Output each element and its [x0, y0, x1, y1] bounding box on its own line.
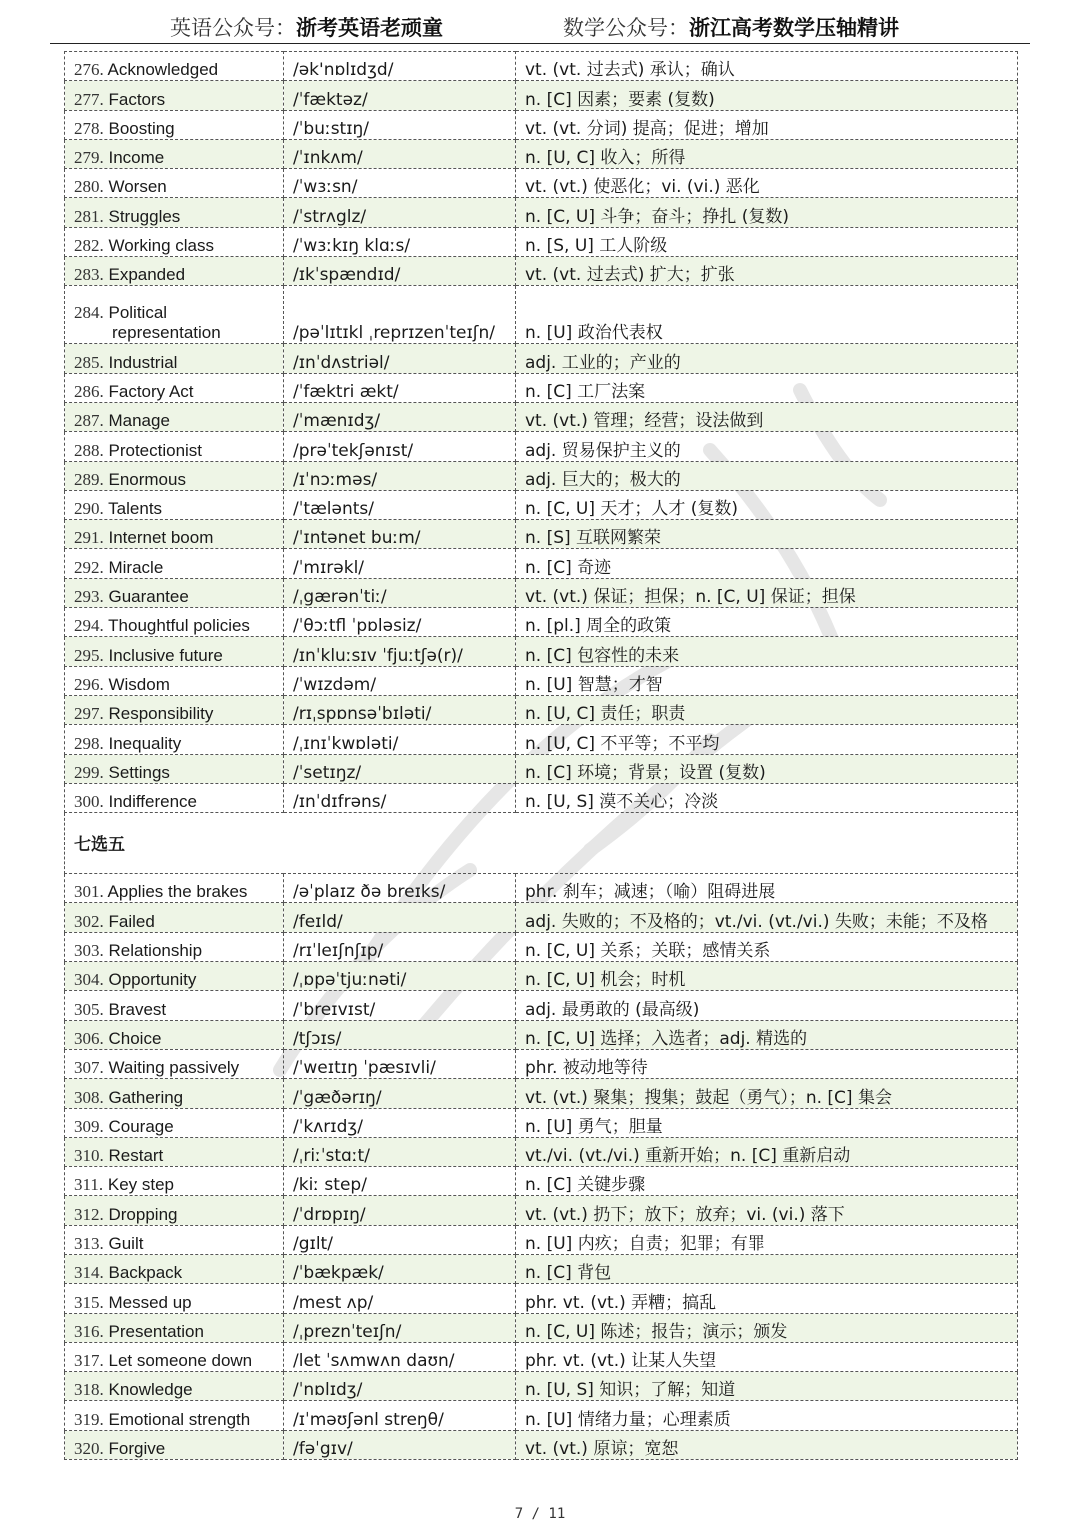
meaning-cell: n. [U] 政治代表权 — [516, 286, 1018, 344]
meaning-cell: vt. (vt.) 扔下；放下；放弃；vi. (vi.) 落下 — [516, 1196, 1018, 1225]
table-row — [65, 666, 1018, 695]
word-cell — [65, 432, 284, 461]
entry-word: Let someone down — [108, 1351, 253, 1371]
entry-word: Talents — [108, 499, 163, 519]
table-row — [65, 1049, 1018, 1078]
word-cell — [65, 1401, 284, 1430]
entry-number: 308. — [74, 1087, 104, 1107]
entry-word: Acknowledged — [107, 60, 219, 80]
table-row — [65, 52, 1018, 81]
phonetic-cell: /ˈbuːstɪŋ/ — [284, 110, 516, 139]
phonetic-cell: /ˈfæktəz/ — [284, 81, 516, 110]
table-row — [65, 1254, 1018, 1283]
meaning-cell: vt./vi. (vt./vi.) 重新开始；n. [C] 重新启动 — [516, 1137, 1018, 1166]
phonetic-cell: /ˈnɒlɪdʒ/ — [284, 1372, 516, 1401]
phonetic-cell: /feɪld/ — [284, 903, 516, 932]
entry-number: 303. — [74, 941, 104, 961]
phonetic-cell: /əˈplaɪz ðə breɪks/ — [284, 874, 516, 903]
meaning-cell: n. [C] 工厂法案 — [516, 373, 1018, 402]
table-row — [65, 432, 1018, 461]
word-cell — [65, 1313, 284, 1342]
table-row — [65, 344, 1018, 373]
table-row — [65, 1137, 1018, 1166]
math-account — [563, 12, 899, 42]
vocabulary-table — [64, 51, 1018, 1460]
table-row — [65, 1196, 1018, 1225]
phonetic-cell: /ˌgærənˈtiː/ — [284, 578, 516, 607]
entry-number: 304. — [74, 970, 104, 990]
word-cell — [65, 286, 284, 344]
meaning-cell: n. [U, S] 知识；了解；知道 — [516, 1372, 1018, 1401]
table-row — [65, 725, 1018, 754]
meaning-cell: vt. (vt. 过去式) 扩大；扩张 — [516, 257, 1018, 286]
table-row — [65, 754, 1018, 783]
entry-word: Wisdom — [108, 674, 170, 694]
phonetic-cell: /ˌɪnɪˈkwɒləti/ — [284, 725, 516, 754]
entry-number: 293. — [74, 587, 104, 607]
meaning-cell: phr. 被动地等待 — [516, 1049, 1018, 1078]
entry-word: Opportunity — [108, 970, 197, 990]
meaning-cell: adj. 最勇敢的 (最高级) — [516, 991, 1018, 1020]
entry-number: 307. — [74, 1058, 104, 1078]
entry-word: Political — [108, 303, 168, 323]
table-row — [65, 402, 1018, 431]
entry-word: Guarantee — [108, 587, 189, 607]
phonetic-cell: /ˈkʌrɪdʒ/ — [284, 1108, 516, 1137]
word-cell — [65, 81, 284, 110]
entry-number: 284. — [74, 303, 104, 323]
entry-number: 317. — [74, 1351, 104, 1371]
entry-word: Struggles — [108, 206, 181, 226]
english-account — [170, 12, 443, 42]
phonetic-cell: /mest ʌp/ — [284, 1284, 516, 1313]
meaning-cell: n. [U] 内疚；自责；犯罪；有罪 — [516, 1225, 1018, 1254]
meaning-cell: n. [C, U] 斗争；奋斗；挣扎 (复数) — [516, 198, 1018, 227]
phonetic-cell: /kiː step/ — [284, 1167, 516, 1196]
entry-word: Expanded — [108, 265, 186, 285]
phonetic-cell: /pəˈlɪtɪkl ˌreprɪzenˈteɪʃn/ — [284, 286, 516, 344]
word-cell — [65, 169, 284, 198]
word-cell — [65, 257, 284, 286]
entry-word: Working class — [108, 236, 214, 256]
meaning-cell: n. [C, U] 选择；入选者；adj. 精选的 — [516, 1020, 1018, 1049]
table-row — [65, 490, 1018, 519]
table-row — [65, 461, 1018, 490]
entry-number: 297. — [74, 704, 104, 724]
table-row — [65, 1372, 1018, 1401]
phonetic-cell: /ɪnˈdɪfrəns/ — [284, 783, 516, 812]
phonetic-cell: /ək'nɒlɪdʒd/ — [284, 52, 516, 81]
entry-number: 296. — [74, 674, 104, 694]
phonetic-cell: /ˌɒpəˈtjuːnəti/ — [284, 962, 516, 991]
phonetic-cell: /ɪˈməʊʃənl streŋθ/ — [284, 1401, 516, 1430]
phonetic-cell: /ˈwɜːsn/ — [284, 169, 516, 198]
section-heading-row — [65, 813, 1018, 874]
meaning-cell: n. [U] 勇气；胆量 — [516, 1108, 1018, 1137]
table-row — [65, 1313, 1018, 1342]
entry-number: 278. — [74, 118, 104, 138]
table-row — [65, 695, 1018, 724]
table-row — [65, 1430, 1018, 1459]
entry-number: 313. — [74, 1233, 104, 1253]
entry-number: 311. — [74, 1175, 104, 1195]
meaning-cell: n. [C, U] 天才；人才 (复数) — [516, 490, 1018, 519]
header-rule — [50, 43, 1030, 44]
phonetic-cell: /ˈgæðərɪŋ/ — [284, 1079, 516, 1108]
table-row — [65, 1167, 1018, 1196]
phonetic-cell: /tʃɔɪs/ — [284, 1020, 516, 1049]
table-row — [65, 549, 1018, 578]
table-row — [65, 169, 1018, 198]
meaning-cell: n. [C] 环境；背景；设置 (复数) — [516, 754, 1018, 783]
word-cell — [65, 139, 284, 168]
meaning-cell: n. [S] 互联网繁荣 — [516, 520, 1018, 549]
word-cell — [65, 578, 284, 607]
phonetic-cell: /ˈtælənts/ — [284, 490, 516, 519]
entry-word: Protectionist — [108, 440, 203, 460]
entry-number: 276. — [74, 60, 104, 80]
word-cell — [65, 549, 284, 578]
phonetic-cell: /rɪˈleɪʃnʃɪp/ — [284, 932, 516, 961]
word-cell — [65, 1079, 284, 1108]
word-cell — [65, 402, 284, 431]
phonetic-cell: /ɪˈnɔːməs/ — [284, 461, 516, 490]
word-cell — [65, 1020, 284, 1049]
math-account-label: 数学公众号： — [563, 16, 689, 40]
word-cell — [65, 373, 284, 402]
word-cell — [65, 932, 284, 961]
word-cell — [65, 1372, 284, 1401]
entry-word: Manage — [108, 411, 170, 431]
meaning-cell: n. [C] 因素；要素 (复数) — [516, 81, 1018, 110]
meaning-cell: n. [C] 关键步骤 — [516, 1167, 1018, 1196]
word-cell — [65, 991, 284, 1020]
vocabulary-table-body — [65, 52, 1018, 1460]
entry-word: Choice — [108, 1028, 162, 1048]
entry-word: Messed up — [108, 1292, 192, 1312]
entry-word: Enormous — [108, 469, 186, 489]
meaning-cell: vt. (vt.) 保证；担保；n. [C, U] 保证；担保 — [516, 578, 1018, 607]
word-cell — [65, 962, 284, 991]
entry-word: Income — [108, 148, 165, 168]
table-row — [65, 962, 1018, 991]
entry-word: Inclusive future — [108, 645, 223, 665]
page-header — [50, 0, 1030, 44]
entry-number: 301. — [74, 882, 104, 902]
word-cell — [65, 903, 284, 932]
meaning-cell: n. [U, C] 责任；职责 — [516, 695, 1018, 724]
math-account-name: 浙江高考数学压轴精讲 — [689, 16, 899, 40]
meaning-cell: adj. 巨大的；极大的 — [516, 461, 1018, 490]
entry-number: 287. — [74, 411, 104, 431]
meaning-cell: n. [pl.] 周全的政策 — [516, 608, 1018, 637]
phonetic-cell: /rɪˌspɒnsəˈbɪləti/ — [284, 695, 516, 724]
phonetic-cell: /ˌpreznˈteɪʃn/ — [284, 1313, 516, 1342]
entry-word-continued: representation — [112, 323, 221, 343]
word-cell — [65, 1108, 284, 1137]
entry-word: Presentation — [108, 1321, 204, 1341]
table-row — [65, 1284, 1018, 1313]
entry-word: Gathering — [108, 1087, 184, 1107]
entry-number: 292. — [74, 557, 104, 577]
entry-number: 306. — [74, 1028, 104, 1048]
word-cell — [65, 1342, 284, 1371]
phonetic-cell: /ˈstrʌglz/ — [284, 198, 516, 227]
entry-number: 315. — [74, 1292, 104, 1312]
phonetic-cell: /ɪnˈdʌstriəl/ — [284, 344, 516, 373]
table-row — [65, 637, 1018, 666]
table-row — [65, 81, 1018, 110]
entry-word: Inequality — [108, 733, 182, 753]
word-cell — [65, 608, 284, 637]
table-row — [65, 139, 1018, 168]
phonetic-cell: /ˈɪntənet buːm/ — [284, 520, 516, 549]
entry-word: Forgive — [108, 1439, 166, 1459]
english-account-name: 浙考英语老顽童 — [296, 16, 443, 40]
entry-number: 320. — [74, 1439, 104, 1459]
entry-number: 302. — [74, 911, 104, 931]
section-title: 七选五 — [65, 813, 1018, 874]
entry-number: 282. — [74, 236, 104, 256]
entry-number: 291. — [74, 528, 104, 548]
entry-word: Internet boom — [108, 528, 214, 548]
word-cell — [65, 344, 284, 373]
meaning-cell: n. [C] 包容性的未来 — [516, 637, 1018, 666]
phonetic-cell: /ɪnˈkluːsɪv ˈfjuːtʃə(r)/ — [284, 637, 516, 666]
table-row — [65, 874, 1018, 903]
entry-word: Restart — [108, 1146, 164, 1166]
entry-word: Factors — [108, 89, 166, 109]
table-row — [65, 903, 1018, 932]
meaning-cell: n. [C] 背包 — [516, 1254, 1018, 1283]
meaning-cell: adj. 贸易保护主义的 — [516, 432, 1018, 461]
word-cell — [65, 1167, 284, 1196]
meaning-cell: vt. (vt.) 原谅；宽恕 — [516, 1430, 1018, 1459]
meaning-cell: phr. vt. (vt.) 让某人失望 — [516, 1342, 1018, 1371]
phonetic-cell: /ˈwɜːkɪŋ klɑːs/ — [284, 227, 516, 256]
meaning-cell: phr. vt. (vt.) 弄糟；搞乱 — [516, 1284, 1018, 1313]
entry-number: 300. — [74, 792, 104, 812]
table-row — [65, 1225, 1018, 1254]
entry-word: Guilt — [108, 1233, 144, 1253]
phonetic-cell: /ˈfæktri ækt/ — [284, 373, 516, 402]
entry-word: Failed — [108, 911, 155, 931]
meaning-cell: n. [C, U] 机会；时机 — [516, 962, 1018, 991]
table-row — [65, 520, 1018, 549]
phonetic-cell: /ˈbreɪvɪst/ — [284, 991, 516, 1020]
phonetic-cell: /ˈsetɪŋz/ — [284, 754, 516, 783]
meaning-cell: n. [U] 智慧；才智 — [516, 666, 1018, 695]
phonetic-cell: /ˈweɪtɪŋ ˈpæsɪvli/ — [284, 1049, 516, 1078]
entry-word: Backpack — [108, 1263, 183, 1283]
table-row — [65, 608, 1018, 637]
table-row — [65, 1108, 1018, 1137]
table-row — [65, 1342, 1018, 1371]
word-cell — [65, 874, 284, 903]
meaning-cell: n. [U, C] 收入；所得 — [516, 139, 1018, 168]
word-cell — [65, 754, 284, 783]
entry-number: 294. — [74, 616, 104, 636]
entry-word: Key step — [107, 1175, 175, 1195]
entry-word: Worsen — [108, 177, 167, 197]
phonetic-cell: /ˈdrɒpɪŋ/ — [284, 1196, 516, 1225]
entry-number: 285. — [74, 352, 104, 372]
entry-number: 280. — [74, 177, 104, 197]
entry-number: 279. — [74, 148, 104, 168]
entry-number: 318. — [74, 1380, 104, 1400]
word-cell — [65, 1430, 284, 1459]
entry-number: 288. — [74, 440, 104, 460]
phonetic-cell: /prəˈtekʃənɪst/ — [284, 432, 516, 461]
phonetic-cell: /gɪlt/ — [284, 1225, 516, 1254]
table-row — [65, 227, 1018, 256]
meaning-cell: n. [C, U] 关系；关联；感情关系 — [516, 932, 1018, 961]
table-row — [65, 578, 1018, 607]
table-row — [65, 991, 1018, 1020]
english-account-label: 英语公众号： — [170, 16, 296, 40]
entry-number: 309. — [74, 1116, 104, 1136]
table-row — [65, 286, 1018, 344]
meaning-cell: vt. (vt. 过去式) 承认；确认 — [516, 52, 1018, 81]
word-cell — [65, 490, 284, 519]
meaning-cell: n. [S, U] 工人阶级 — [516, 227, 1018, 256]
entry-word: Emotional strength — [108, 1409, 251, 1429]
word-cell — [65, 725, 284, 754]
word-cell — [65, 637, 284, 666]
meaning-cell: vt. (vt.) 管理；经营；设法做到 — [516, 402, 1018, 431]
meaning-cell: n. [U, C] 不平等；不平均 — [516, 725, 1018, 754]
entry-number: 286. — [74, 381, 104, 401]
phonetic-cell: /ˈɪnkʌm/ — [284, 139, 516, 168]
entry-number: 290. — [74, 499, 104, 519]
table-row — [65, 1079, 1018, 1108]
phonetic-cell: /ˈmænɪdʒ/ — [284, 402, 516, 431]
word-cell — [65, 1049, 284, 1078]
table-row — [65, 373, 1018, 402]
word-cell — [65, 227, 284, 256]
entry-word: Knowledge — [108, 1380, 193, 1400]
word-cell — [65, 52, 284, 81]
entry-word: Waiting passively — [108, 1058, 240, 1078]
word-cell — [65, 695, 284, 724]
meaning-cell: n. [U, S] 漠不关心；冷淡 — [516, 783, 1018, 812]
entry-number: 314. — [74, 1263, 104, 1283]
phonetic-cell: /fəˈgɪv/ — [284, 1430, 516, 1459]
entry-number: 299. — [74, 762, 104, 782]
entry-word: Industrial — [108, 352, 178, 372]
word-cell — [65, 461, 284, 490]
word-cell — [65, 1225, 284, 1254]
meaning-cell: adj. 失败的；不及格的；vt./vi. (vt./vi.) 失败；未能；不及格 — [516, 903, 1018, 932]
phonetic-cell: /ɪkˈspændɪd/ — [284, 257, 516, 286]
table-row — [65, 110, 1018, 139]
word-cell — [65, 110, 284, 139]
entry-number: 316. — [74, 1321, 104, 1341]
entry-word: Bravest — [108, 999, 167, 1019]
phonetic-cell: /ˌriːˈstɑːt/ — [284, 1137, 516, 1166]
entry-number: 277. — [74, 89, 104, 109]
entry-word: Indifference — [108, 792, 198, 812]
entry-word: Settings — [108, 762, 170, 782]
entry-number: 305. — [74, 999, 104, 1019]
meaning-cell: phr. 刹车；减速；（喻）阻碍进展 — [516, 874, 1018, 903]
word-cell — [65, 1254, 284, 1283]
entry-number: 310. — [74, 1146, 104, 1166]
word-cell — [65, 783, 284, 812]
entry-word: Responsibility — [108, 704, 214, 724]
meaning-cell: adj. 工业的；产业的 — [516, 344, 1018, 373]
entry-word: Applies the brakes — [107, 882, 248, 902]
word-cell — [65, 1284, 284, 1313]
meaning-cell: n. [U] 情绪力量；心理素质 — [516, 1401, 1018, 1430]
word-cell — [65, 1137, 284, 1166]
entry-number: 281. — [74, 206, 104, 226]
entry-word: Relationship — [108, 941, 203, 961]
entry-number: 298. — [74, 733, 104, 753]
word-cell — [65, 198, 284, 227]
entry-word: Courage — [108, 1116, 174, 1136]
meaning-cell: n. [C] 奇迹 — [516, 549, 1018, 578]
entry-number: 289. — [74, 469, 104, 489]
table-row — [65, 1020, 1018, 1049]
phonetic-cell: /ˈmɪrəkl/ — [284, 549, 516, 578]
table-row — [65, 932, 1018, 961]
word-cell — [65, 1196, 284, 1225]
phonetic-cell: /ˈθɔːtfl ˈpɒləsiz/ — [284, 608, 516, 637]
phonetic-cell: /ˈbækpæk/ — [284, 1254, 516, 1283]
meaning-cell: vt. (vt. 分词) 提高；促进；增加 — [516, 110, 1018, 139]
table-row — [65, 257, 1018, 286]
meaning-cell: vt. (vt.) 聚集；搜集；鼓起（勇气）；n. [C] 集会 — [516, 1079, 1018, 1108]
table-row — [65, 783, 1018, 812]
table-row — [65, 198, 1018, 227]
entry-number: 283. — [74, 265, 104, 285]
table-row — [65, 1401, 1018, 1430]
word-cell — [65, 520, 284, 549]
entry-number: 319. — [74, 1409, 104, 1429]
entry-word: Factory Act — [108, 381, 194, 401]
entry-number: 312. — [74, 1204, 104, 1224]
entry-word: Dropping — [108, 1204, 178, 1224]
entry-number: 295. — [74, 645, 104, 665]
entry-word: Boosting — [108, 118, 175, 138]
entry-word: Miracle — [108, 557, 164, 577]
page-number: 7 / 11 — [514, 1506, 566, 1522]
phonetic-cell: /let ˈsʌmwʌn daʊn/ — [284, 1342, 516, 1371]
phonetic-cell: /ˈwɪzdəm/ — [284, 666, 516, 695]
entry-word: Thoughtful policies — [108, 616, 250, 636]
meaning-cell: vt. (vt.) 使恶化；vi. (vi.) 恶化 — [516, 169, 1018, 198]
meaning-cell: n. [C, U] 陈述；报告；演示；颁发 — [516, 1313, 1018, 1342]
word-cell — [65, 666, 284, 695]
